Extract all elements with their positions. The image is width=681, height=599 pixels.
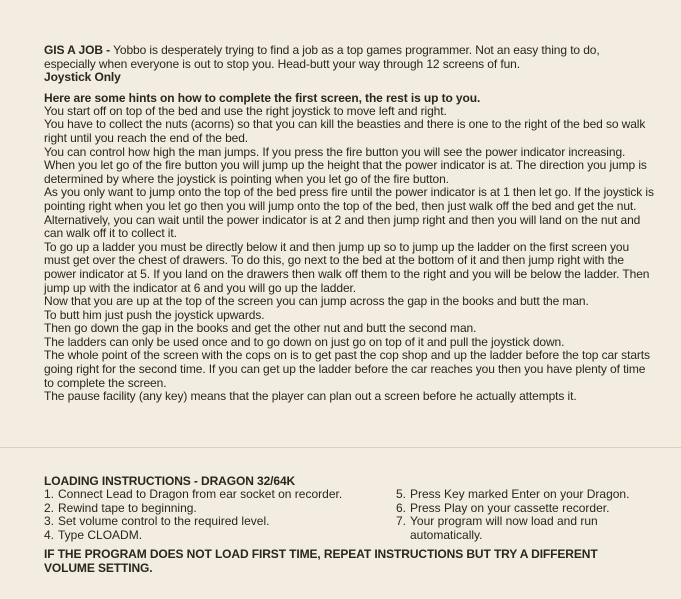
intro-text: Yobbo is desperately trying to find a job as a top games programmer. Not an easy thing to do, especially when everyone is out to stop you. Head-butt your way through 12 screens of fun.	[44, 43, 600, 71]
hint-paragraph: You can control how high the man jumps. If you press the fire button you will see the power indicator increasing. When you let go of the fire button you will jump up the height that the power indicator is at. The direction you jump is determined by where the joystick is pointing when you let go of the fire button.	[44, 144, 647, 186]
hint-paragraph: As you only want to jump onto the top of the bed press fire until the power indicator is at 1 then let go. If the joystick is pointing right when you let go then you will jump onto the top of the bed, then just walk off the bed and get the nut.	[44, 185, 654, 213]
hint-paragraph: Then go down the gap in the books and get the other nut and butt the second man.	[44, 321, 477, 336]
loading-steps-left	[44, 488, 396, 542]
loading-instructions	[44, 474, 664, 542]
loading-step: 2. Rewind tape to beginning.	[44, 500, 197, 515]
hint-paragraph: To go up a ladder you must be directly below it and then jump up so to jump up the ladder on the first screen you must get over the chest of drawers. To do this, go next to the bed at the bottom of it and then jump right with the power indicator at 5. If you land on the drawers then walk off them to the right and you will be below the ladder. Then jump up with the indicator at 6 and you will go up the ladder.	[44, 239, 650, 295]
hint-paragraph: The ladders can only be used once and to go down on just go on top of it and pull the joystick down.	[44, 334, 565, 349]
loading-step: 7. Your program will now load and run automatically.	[396, 514, 598, 542]
loading-warning: IF THE PROGRAM DOES NOT LOAD FIRST TIME, REPEAT INSTRUCTIONS BUT TRY A DIFFERENT VOLUME SETTING.	[44, 547, 598, 575]
loading-step: 1. Connect Lead to Dragon from ear socket on recorder.	[44, 487, 343, 501]
loading-step: 5. Press Key marked Enter on your Dragon.	[396, 487, 630, 501]
hint-paragraph: You have to collect the nuts (acorns) so that you can kill the beasties and there is one to the right of the bed so walk right until you reach the end of the bed.	[44, 117, 646, 145]
hints-title: Here are some hints on how to complete the first screen, the rest is up to you.	[44, 90, 481, 105]
loading-step: 3. Set volume control to the required level.	[44, 514, 270, 528]
fold-line	[0, 447, 681, 448]
hint-paragraph: Alternatively, you can wait until the power indicator is at 2 and then jump right and then you will land on the nut and can walk off it to collect it.	[44, 212, 641, 241]
loading-title: LOADING INSTRUCTIONS - DRAGON 32/64K	[44, 474, 296, 488]
instructions-sheet	[44, 44, 654, 404]
joystick-note: Joystick Only	[44, 70, 121, 85]
loading-steps-right	[396, 488, 664, 542]
hint-paragraph: The pause facility (any key) means that the player can plan out a screen before he actually attempts it.	[44, 389, 577, 404]
loading-step: 6. Press Play on your cassette recorder.	[396, 500, 610, 515]
loading-step: 4. Type CLOADM.	[44, 527, 143, 542]
hint-paragraph: To butt him just push the joystick upwards.	[44, 307, 265, 322]
hint-paragraph: Now that you are up at the top of the screen you can jump across the gap in the books and butt the man.	[44, 294, 589, 309]
game-title: GIS A JOB -	[44, 43, 111, 57]
hint-paragraph: The whole point of the screen with the cops on is to get past the cop shop and up the ladder before the top car starts going right for the second time. If you can get up the ladder before the car reaches you then you have plenty of time to complete the screen.	[44, 348, 650, 390]
intro-paragraph	[44, 44, 654, 71]
hint-paragraph: You start off on top of the bed and use the right joystick to move left and right.	[44, 103, 447, 118]
